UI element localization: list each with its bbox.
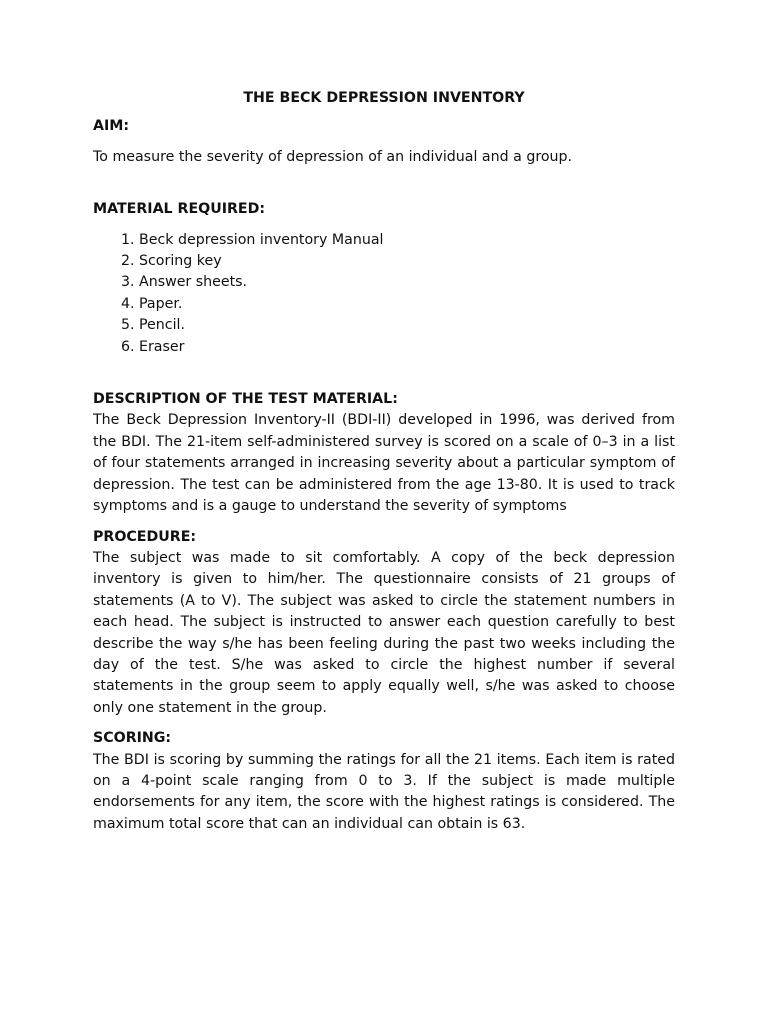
description-heading: DESCRIPTION OF THE TEST MATERIAL: (93, 391, 398, 408)
description-text: The Beck Depression Inventory-II (BDI-II) developed in 1996, was derived from the BDI. The 21-item self-administered survey is scored on a scale of 0–3 in a list of four statements arranged in increasing severity about a particular symptom of depression. The test can be administered from the age 13-80. It is used to track symptoms and is a gauge to understand the severity of symptoms (93, 412, 675, 515)
list-item: 5. Pencil. (139, 315, 675, 336)
scoring-text: The BDI is scoring by summing the ratings for all the 21 items. Each item is rated on a 4-point scale ranging from 0 to 3. If the subject is made multiple endorsements for any item, the score with the highest ratings is considered. The maximum total score that can an individual can obtain is 63. (93, 751, 675, 832)
aim-heading: AIM: (93, 118, 130, 135)
materials-list (93, 230, 675, 358)
spacer (93, 168, 675, 199)
list-item: 6. Eraser (139, 337, 675, 358)
list-item: 4. Paper. (139, 294, 675, 315)
page-title: THE BECK DEPRESSION INVENTORY (243, 90, 525, 106)
list-item: 2. Scoring key (139, 251, 675, 272)
spacer (93, 138, 675, 147)
spacer (93, 518, 675, 527)
list-item: 1. Beck depression inventory Manual (139, 230, 675, 251)
document-page (93, 88, 675, 835)
scoring-heading: SCORING: (93, 730, 172, 747)
spacer (93, 358, 675, 389)
list-item: 3. Answer sheets. (139, 272, 675, 293)
spacer (93, 221, 675, 230)
procedure-text: The subject was made to sit comfortably. A copy of the beck depression inventory is given to him/her. The questionnaire consists of 21 groups of statements (A to V). The subject was asked to circle the statement numbers in each head. The subject is instructed to answer each question carefully to best describe the way s/he has been feeling during the past two weeks including the day of the test. S/he was asked to circle the highest number if several statements in the group seem to apply equally well, s/he was asked to choose only one statement in the group. (93, 549, 675, 716)
procedure-heading: PROCEDURE: (93, 528, 197, 545)
aim-text: To measure the severity of depression of an individual and a group. (93, 148, 573, 165)
spacer (93, 719, 675, 728)
materials-heading: MATERIAL REQUIRED: (93, 201, 266, 218)
